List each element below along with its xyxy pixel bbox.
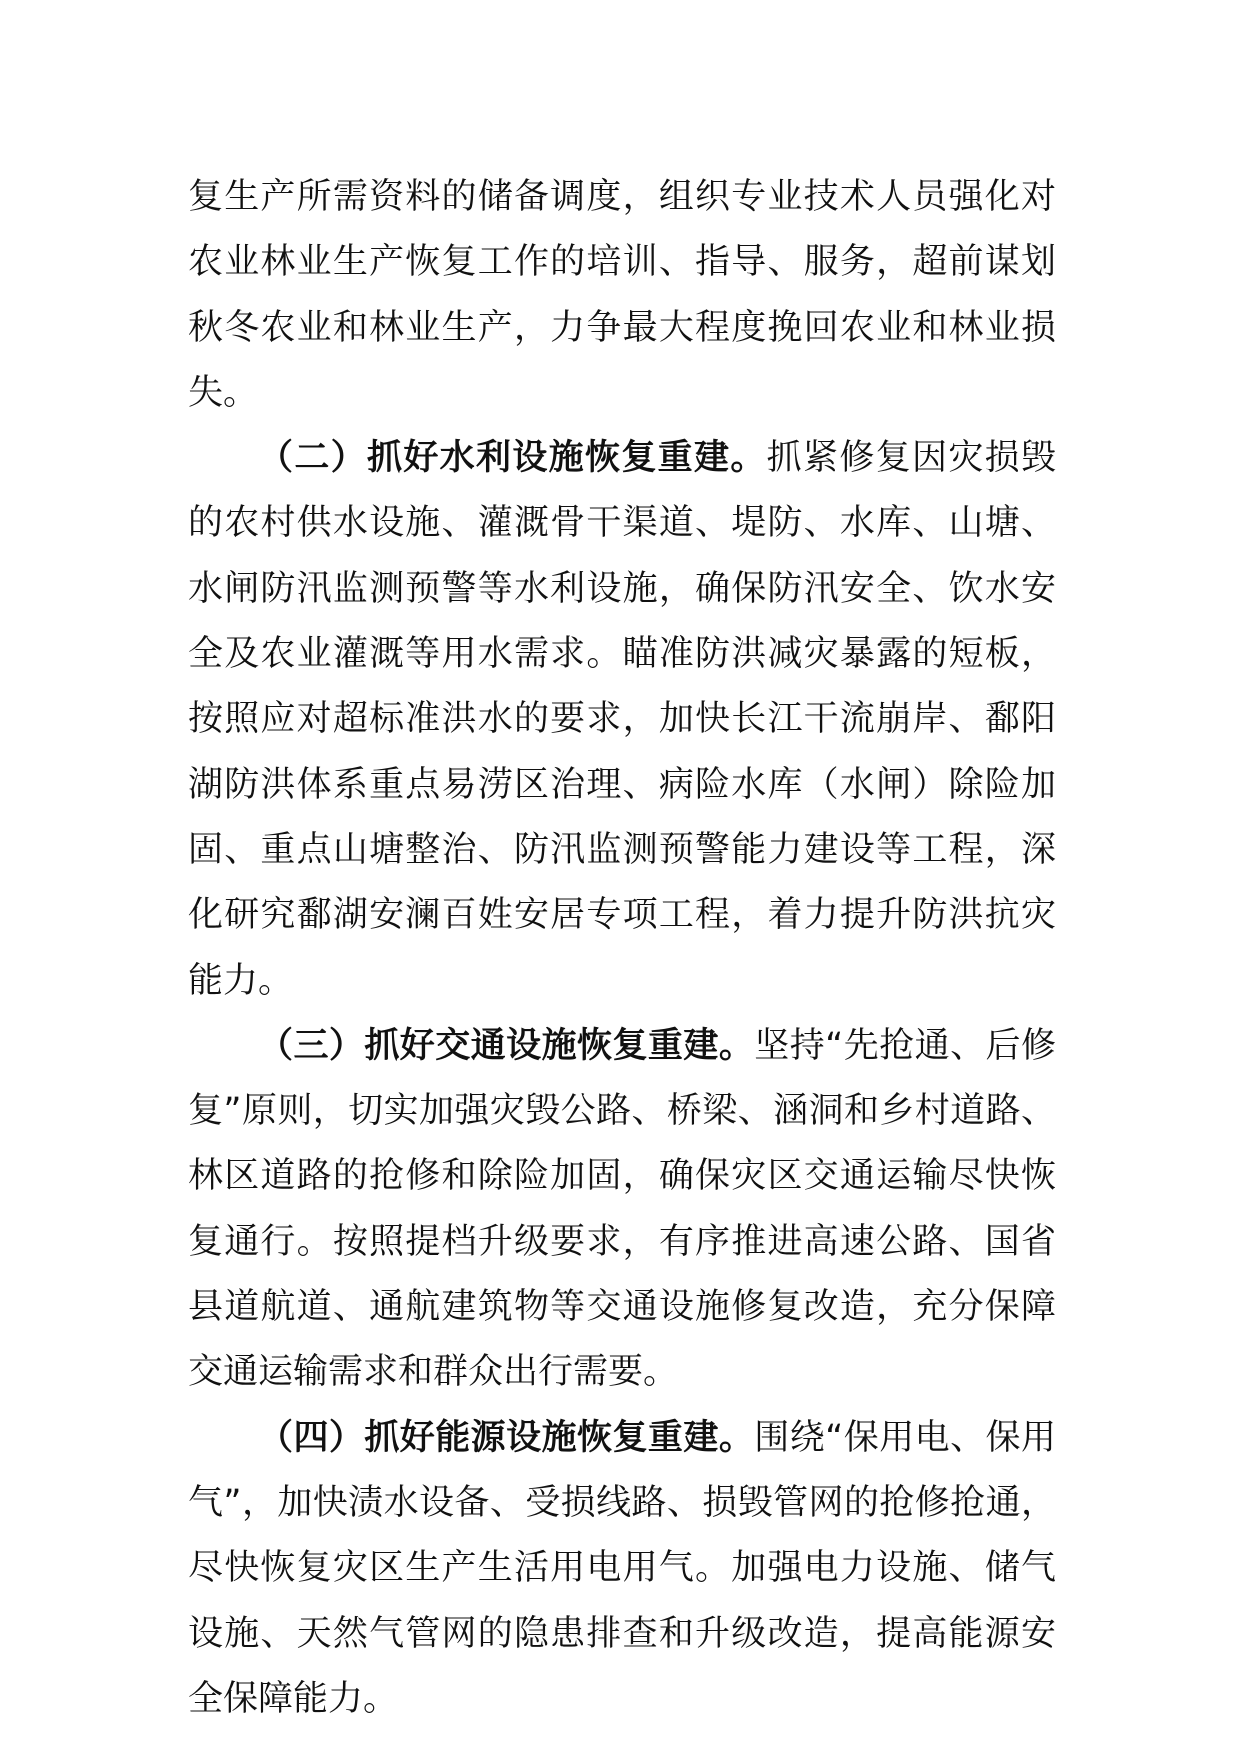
paragraph-text: 围绕“保用电、保用气”，加快渍水设备、受损线路、损毁管网的抢修抢通，尽快恢复灾区生产生活用电用气。加强电力设施、储气设施、天然气管网的隐患排查和升级改造，提高能源安全保障能力。: [188, 1417, 1056, 1719]
document-page: [188, 165, 1056, 1732]
paragraph-transport-facilities: [188, 1014, 1056, 1406]
section-heading-transport: （三）抓好交通设施恢复重建。: [258, 1025, 755, 1066]
paragraph-text: 抓紧修复因灾损毁的农村供水设施、灌溉骨干渠道、堤防、水库、山塘、水闸防汛监测预警等水利设施，确保防汛安全、饮水安全及农业灌溉等用水需求。瞄准防洪减灾暴露的短板，按照应对超标准洪水的要求，加快长江干流崩岸、鄱阳湖防洪体系重点易涝区治理、病险水库（水闸）除险加固、重点山塘整治、防汛监测预警能力建设等工程，深化研究鄱湖安澜百姓安居专项工程，着力提升防洪抗灾能力。: [188, 438, 1056, 1001]
paragraph-text: 坚持“先抢通、后修复”原则，切实加强灾毁公路、桥梁、涵洞和乡村道路、林区道路的抢修和除险加固，确保灾区交通运输尽快恢复通行。按照提档升级要求，有序推进高速公路、国省县道航道、通航建筑物等交通设施修复改造，充分保障交通运输需求和群众出行需要。: [188, 1025, 1056, 1393]
paragraph-agriculture-continued: [188, 165, 1056, 426]
paragraph-text: 复生产所需资料的储备调度，组织专业技术人员强化对农业林业生产恢复工作的培训、指导、服务，超前谋划秋冬农业和林业生产，力争最大程度挽回农业和林业损失。: [188, 177, 1056, 413]
section-heading-energy: （四）抓好能源设施恢复重建。: [258, 1417, 755, 1458]
section-heading-water: （二）抓好水利设施恢复重建。: [258, 438, 767, 479]
paragraph-energy-facilities: [188, 1406, 1056, 1732]
paragraph-water-facilities: [188, 426, 1056, 1014]
